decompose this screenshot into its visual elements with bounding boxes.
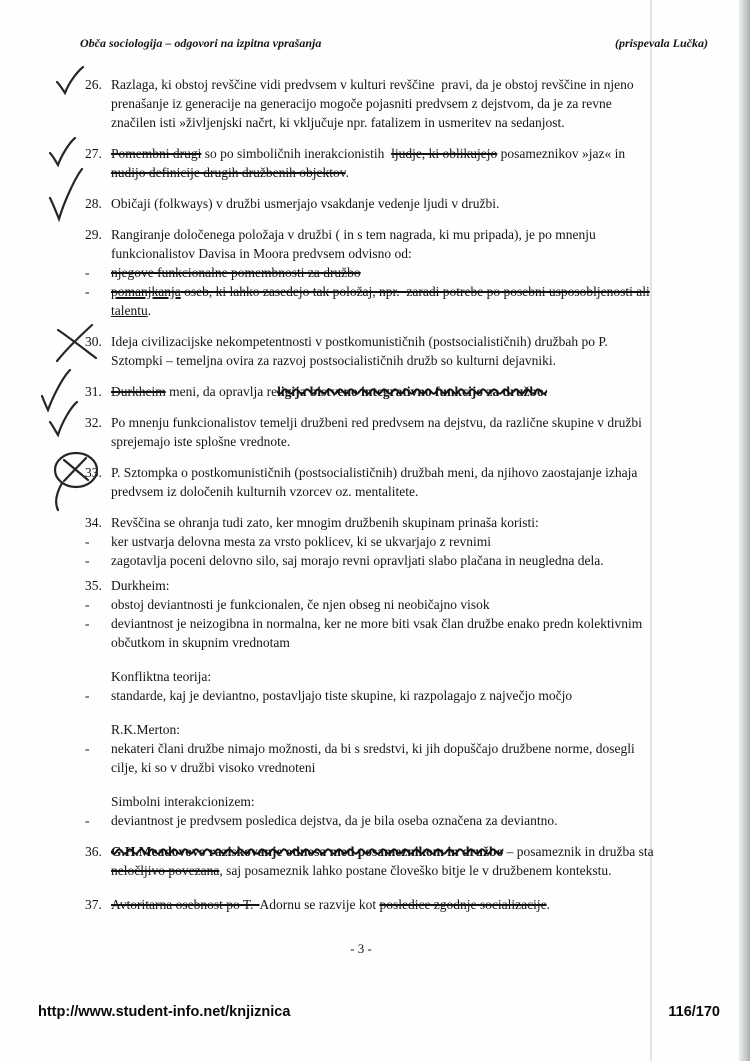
doc-line <box>85 282 732 301</box>
item-number <box>85 432 111 451</box>
text-segment: . <box>147 303 152 318</box>
text-segment: G.H.Meadovovo raziskovanje odnosa med posameznikom in družbo <box>111 844 504 859</box>
text-segment: . <box>546 897 551 912</box>
text-segment: Pomembni drugi <box>111 146 202 161</box>
item-number: 29. <box>85 227 102 242</box>
text-segment: Konfliktna teorija: <box>111 669 212 684</box>
doc-line <box>85 351 732 370</box>
circled-x-icon <box>50 450 104 512</box>
text-segment: ljudje, ki oblikujejo <box>391 146 498 161</box>
text-segment: deviantnost je neizogibna in normalna, ker ne more biti vsak član družbe enako predn kolektivnim <box>111 616 643 631</box>
doc-line <box>85 144 732 163</box>
bullet-dash: - <box>85 265 90 280</box>
bullet-dash: - <box>85 688 90 703</box>
item-number: 34. <box>85 515 102 530</box>
doc-line <box>85 720 732 739</box>
text-segment: meni, da opravlja re <box>165 384 278 399</box>
item-number: 37. <box>85 897 102 912</box>
doc-line <box>85 332 732 351</box>
item-number <box>85 113 111 132</box>
doc-line <box>85 633 732 652</box>
page-number: - 3 - <box>350 941 372 956</box>
text-segment: ker ustvarja delovna mesta za vrsto poklicev, ki se ukvarjajo z revnimi <box>111 534 491 549</box>
document-body <box>85 75 732 914</box>
page-footer <box>38 1004 720 1020</box>
header-contributor: (prispevala Lučka) <box>615 36 708 50</box>
item-number: 33. <box>85 465 102 480</box>
doc-line <box>85 382 732 401</box>
text-segment: Durkheim: <box>111 578 170 593</box>
checkmark-icon <box>48 400 80 438</box>
bullet-dash: - <box>85 534 90 549</box>
text-segment: predvsem iz določenih kulturnih vzorcev oz. mentalitete. <box>111 484 419 499</box>
x-mark-icon <box>54 322 100 364</box>
doc-line <box>85 413 732 432</box>
text-segment: zagotavlja poceni delovno silo, saj morajo revni opravljati slabo plačana in neugledna dela. <box>111 553 604 568</box>
doc-line <box>85 614 732 633</box>
text-segment: nekateri člani družbe nimajo možnosti, da bi s sredstvi, ki jih dopuščajo družbene norme, dosegli <box>111 741 635 756</box>
footer-page-count: 116/170 <box>668 1004 720 1020</box>
item-number <box>85 758 111 777</box>
text-segment: posledice zgodnje socializacije <box>379 897 547 912</box>
text-segment: cilje, ki so v družbi visoko vrednoteni <box>111 760 316 775</box>
checkmark-icon <box>48 166 84 222</box>
doc-line <box>85 595 732 614</box>
item-number: 32. <box>85 415 102 430</box>
item-number <box>85 244 111 263</box>
text-segment: funkcionalistov Davisa in Moora predvsem odvisno od: <box>111 246 412 261</box>
text-segment: sprejemajo iste splošne vrednote. <box>111 434 291 449</box>
text-segment: posameznikov »jaz« in <box>497 146 626 161</box>
text-segment: Adornu se razvije kot <box>259 897 380 912</box>
doc-line <box>85 792 732 811</box>
item-number: 28. <box>85 196 102 211</box>
text-segment: Ideja civilizacijske nekompetentnosti v postkomunističnih (postsocialističnih) družbah po P. <box>111 334 608 349</box>
text-segment: P. Sztompka o postkomunističnih (postsocialističnih) družbah meni, da njihovo zaostajanje izhaja <box>111 465 638 480</box>
doc-line <box>85 432 732 451</box>
checkmark-icon <box>54 64 86 96</box>
text-segment: Durkheim <box>111 384 166 399</box>
item-number <box>85 94 111 113</box>
text-segment: značilen isti »življenjski načrt, ki vključuje npr. fatalizem in usmeritev na sedanjost. <box>111 115 565 130</box>
header-title: Obča sociologija – odgovori na izpitna vprašanja <box>80 36 322 50</box>
doc-line <box>85 811 732 830</box>
text-segment: ligija bistveno integrativno funkcijo za družbo. <box>277 384 548 399</box>
bullet-dash: - <box>85 813 90 828</box>
bullet-dash: - <box>85 741 90 756</box>
item-number <box>85 861 111 880</box>
doc-line <box>85 94 732 113</box>
text-segment: Običaji (folkways) v družbi usmerjajo vsakdanje vedenje ljudi v družbi. <box>111 196 500 211</box>
text-segment: Sztompki – temeljna ovira za razvoj postsocialističnih družb so kulturni dejavniki. <box>111 353 557 368</box>
doc-line <box>85 482 732 501</box>
text-segment: njegove funkcionalne pomembnosti za družbo <box>111 265 361 280</box>
text-segment: – posameznik in družba sta <box>503 844 654 859</box>
doc-line <box>85 551 732 570</box>
text-segment: nudijo definicije drugih družbenih objektov <box>111 165 346 180</box>
item-number: 35. <box>85 578 102 593</box>
item-number: 31. <box>85 384 102 399</box>
doc-line <box>85 301 732 320</box>
text-segment: Revščina se ohranja tudi zato, ker mnogim družbenih skupinam prinaša koristi: <box>111 515 539 530</box>
doc-line <box>85 861 732 880</box>
text-segment: oseb, ki lahko zasedejo tak položaj, npr. zaradi potrebe po posebni usposobljenosti ali <box>180 284 650 299</box>
doc-line <box>85 576 732 595</box>
text-segment: Simbolni interakcionizem: <box>111 794 255 809</box>
text-segment: pomanjkanja <box>111 284 181 299</box>
text-segment: neločljivo povezana <box>111 863 220 878</box>
doc-line <box>85 758 732 777</box>
text-segment: R.K.Merton: <box>111 722 180 737</box>
checkmark-icon <box>48 136 78 168</box>
bullet-dash: - <box>85 553 90 568</box>
doc-line <box>85 686 732 705</box>
bullet-dash: - <box>85 616 90 631</box>
text-segment: občutkom in skupnim vrednotam <box>111 635 290 650</box>
text-segment: standarde, kaj je deviantno, postavljajo tiste skupine, ki razpolagajo z največjo močjo <box>111 688 573 703</box>
doc-line <box>85 163 732 182</box>
doc-line <box>85 113 732 132</box>
doc-line <box>85 513 732 532</box>
text-segment: prenašanje iz generacije na generacijo mogoče pojasniti predvsem z dejstvom, da je za revne <box>111 96 612 111</box>
text-segment: Razlaga, ki obstoj revščine vidi predvsem v kulturi revščine pravi, da je obstoj revščine in njeno <box>111 77 634 92</box>
text-segment: obstoj deviantnosti je funkcionalen, če njen obseg ni neobičajno visok <box>111 597 490 612</box>
item-number <box>85 163 111 182</box>
item-number: 36. <box>85 844 102 859</box>
footer-url: http://www.student-info.net/knjiznica <box>38 1004 291 1020</box>
doc-line <box>85 739 732 758</box>
doc-line <box>85 667 732 686</box>
text-segment: . <box>345 165 349 180</box>
doc-line <box>85 842 732 861</box>
doc-line <box>85 225 732 244</box>
item-number <box>85 792 111 811</box>
item-number: 26. <box>85 77 102 92</box>
item-number: 30. <box>85 334 102 349</box>
bullet-dash: - <box>85 284 90 299</box>
doc-line <box>85 75 732 94</box>
item-number <box>85 301 111 320</box>
item-number <box>85 720 111 739</box>
doc-line <box>85 194 732 213</box>
doc-line <box>85 263 732 282</box>
text-segment: talentu <box>111 303 148 318</box>
doc-line <box>85 463 732 482</box>
doc-line <box>85 895 732 914</box>
doc-line <box>85 244 732 263</box>
text-segment: deviantnost je predvsem posledica dejstva, da je bila oseba označena za deviantno. <box>111 813 558 828</box>
item-number <box>85 633 111 652</box>
item-number <box>85 667 111 686</box>
item-number: 27. <box>85 146 102 161</box>
text-segment: , saj posameznik lahko postane človeško bitje le v družbenem kontekstu. <box>219 863 612 878</box>
text-segment: Po mnenju funkcionalistov temelji družbeni red predvsem na dejstvu, da različne skupine v družbi <box>111 415 642 430</box>
doc-line <box>85 532 732 551</box>
page-header <box>80 36 708 51</box>
text-segment: Rangiranje določenega položaja v družbi ( in s tem nagrada, ki mu pripada), je po mnenju <box>111 227 596 242</box>
scan-edge-shadow <box>739 0 750 1061</box>
text-segment: Avtoritarna osebnost po T. <box>111 897 260 912</box>
bullet-dash: - <box>85 597 90 612</box>
text-segment: so po simboličnih inerakcionistih <box>201 146 392 161</box>
